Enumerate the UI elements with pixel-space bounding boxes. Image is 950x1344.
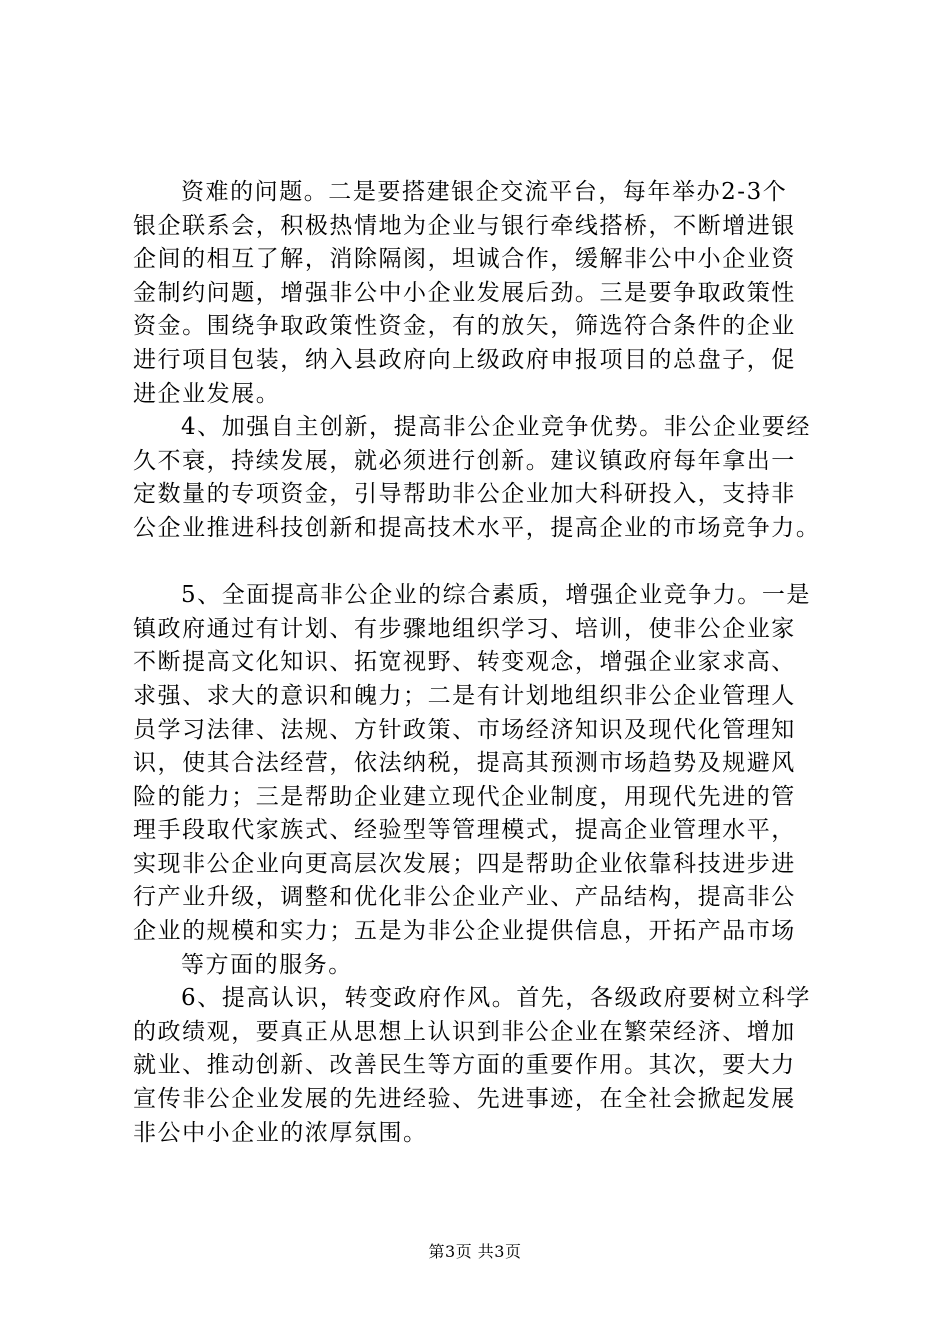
text-line: 资难的问题。二是要搭建银企交流平台，每年举办2-3个: [181, 179, 788, 205]
text-line: 行产业升级，调整和优化非公企业产业、产品结构，提高非公: [133, 884, 796, 911]
document-body: [133, 176, 853, 1150]
text-line: 不断提高文化知识、拓宽视野、转变观念，增强企业家求高、: [133, 649, 796, 676]
text-line: 定数量的专项资金，引导帮助非公企业加大科研投入，支持非: [133, 481, 796, 508]
text-line: 识，使其合法经营，依法纳税，提高其预测市场趋势及规避风: [133, 750, 796, 777]
text-line: 进企业发展。: [133, 380, 281, 407]
text-line: 非公中小企业的浓厚氛围。: [133, 1119, 428, 1146]
page-number-footer: 第3页 共3页: [428, 1242, 522, 1261]
text-line: 久不衰，持续发展，就必须进行创新。建议镇政府每年拿出一: [133, 447, 796, 474]
paragraph-quality: [133, 579, 853, 982]
text-line: 企业的规模和实力；五是为非公企业提供信息，开拓产品市场: [133, 918, 796, 945]
paragraph-innovation: [133, 411, 853, 545]
text-line: 5、全面提高非公企业的综合素质，增强企业竞争力。一是: [181, 582, 811, 609]
text-line: 理手段取代家族式、经验型等管理模式，提高企业管理水平，: [133, 817, 796, 844]
text-line: 6、提高认识，转变政府作风。首先，各级政府要树立科学: [181, 985, 811, 1012]
text-line: 等方面的服务。: [181, 951, 353, 978]
text-line: 的政绩观，要真正从思想上认识到非公企业在繁荣经济、增加: [133, 1018, 796, 1045]
text-line: 宣传非公企业发展的先进经验、先进事迹，在全社会掀起发展: [133, 1086, 796, 1113]
text-line: 金制约问题，增强非公中小企业发展后劲。三是要争取政策性: [133, 279, 796, 306]
text-line: 实现非公企业向更高层次发展；四是帮助企业依靠科技进步进: [133, 850, 796, 877]
paragraph-spacer: [133, 546, 853, 580]
text-line: 银企联系会，积极热情地为企业与银行牵线搭桥，不断增进银: [133, 212, 796, 239]
text-line: 求强、求大的意识和魄力；二是有计划地组织非公企业管理人: [133, 682, 796, 709]
text-line: 4、加强自主创新，提高非公企业竞争优势。非公企业要经: [181, 414, 811, 441]
text-line: 险的能力；三是帮助企业建立现代企业制度，用现代先进的管: [133, 783, 796, 810]
paragraph-financing: [133, 176, 853, 411]
text-line: 就业、推动创新、改善民生等方面的重要作用。其次，要大力: [133, 1052, 796, 1079]
text-line: 镇政府通过有计划、有步骤地组织学习、培训，使非公企业家: [133, 615, 796, 642]
text-line: 资金。围绕争取政策性资金，有的放矢，筛选符合条件的企业: [133, 313, 796, 340]
paragraph-government: [133, 982, 853, 1150]
text-line: 员学习法律、法规、方针政策、市场经济知识及现代化管理知: [133, 716, 796, 743]
text-line: 企间的相互了解，消除隔阂，坦诚合作，缓解非公中小企业资: [133, 246, 796, 273]
text-line: 进行项目包装，纳入县政府向上级政府申报项目的总盘子，促: [133, 346, 796, 373]
text-line: 公企业推进科技创新和提高技术水平，提高企业的市场竞争力。: [133, 514, 821, 541]
